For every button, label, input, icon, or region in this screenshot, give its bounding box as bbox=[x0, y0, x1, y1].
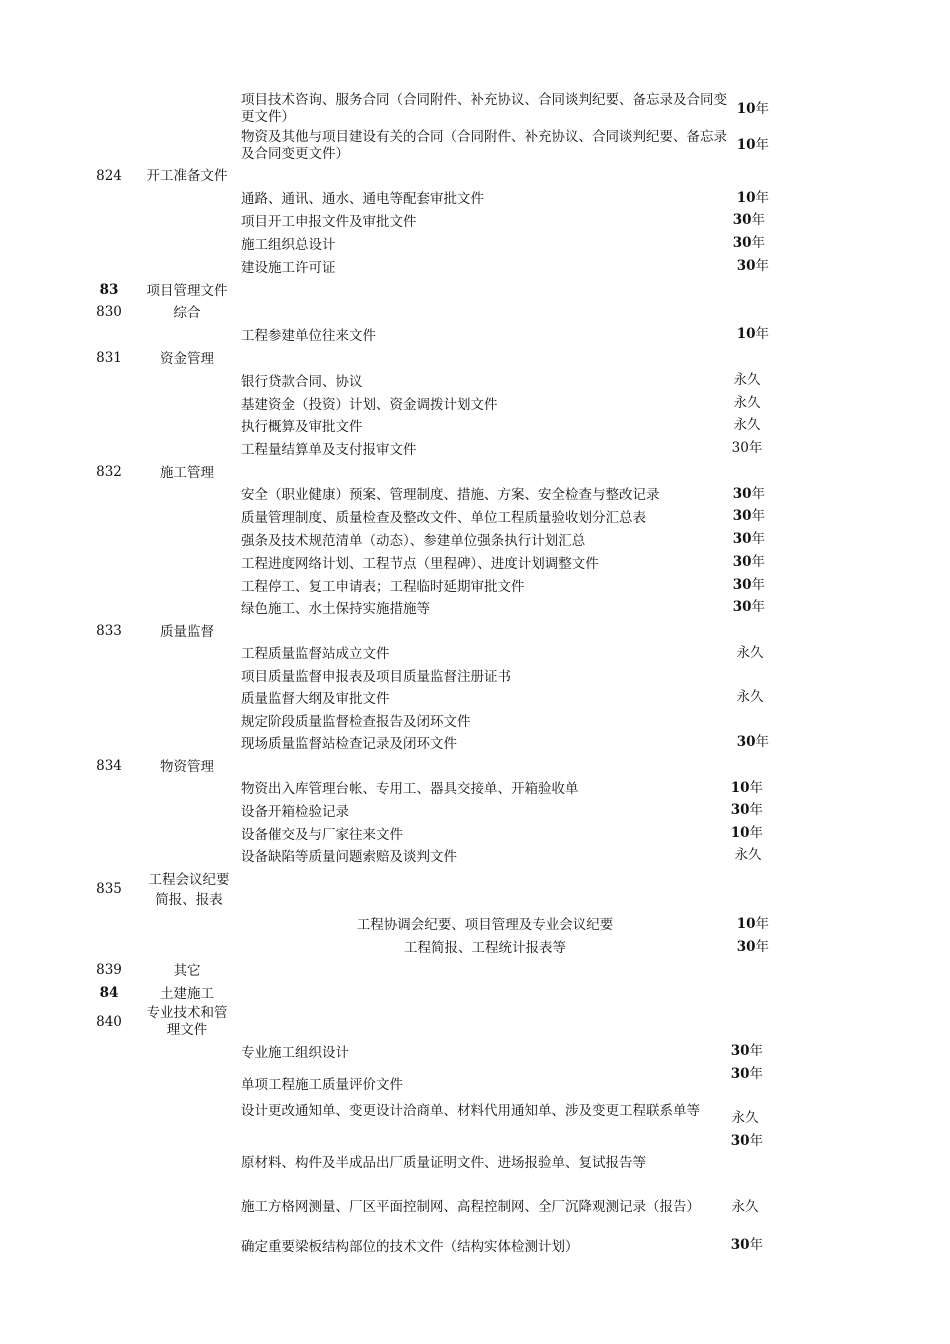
retention-period: 30年 bbox=[730, 1133, 763, 1149]
item-text: 工程进度网络计划、工程节点（里程碑）、进度计划调整文件 bbox=[241, 556, 599, 572]
retention-period: 10年 bbox=[730, 825, 763, 841]
item-text: 原材料、构件及半成品出厂质量证明文件、进场报验单、复试报告等 bbox=[241, 1155, 646, 1171]
item-text: 设备开箱检验记录 bbox=[241, 804, 349, 820]
retention-period: 30年 bbox=[732, 486, 765, 502]
item-text: 银行贷款合同、协议 bbox=[241, 374, 363, 390]
retention-period: 永久 bbox=[736, 689, 764, 705]
section-code: 832 bbox=[96, 464, 122, 480]
retention-period: 30年 bbox=[730, 802, 763, 818]
item-text: 安全（职业健康）预案、管理制度、措施、方案、安全检查与整改记录 bbox=[241, 487, 660, 503]
table-row bbox=[0, 1043, 950, 1063]
retention-period: 30年 bbox=[732, 508, 765, 524]
table-row bbox=[0, 440, 950, 460]
table-row bbox=[0, 1066, 950, 1096]
item-text: 工程停工、复工申请表；工程临时延期审批文件 bbox=[241, 579, 525, 595]
section-row bbox=[0, 303, 950, 323]
table-row bbox=[0, 734, 950, 754]
retention-period: 永久 bbox=[733, 372, 761, 388]
item-text: 项目开工申报文件及审批文件 bbox=[241, 214, 417, 230]
section-row bbox=[0, 870, 950, 912]
table-row bbox=[0, 825, 950, 845]
table-row bbox=[0, 92, 950, 128]
retention-period: 永久 bbox=[733, 395, 761, 411]
section-code: 840 bbox=[96, 1014, 122, 1030]
item-text: 强条及技术规范清单（动态）、参建单位强条执行计划汇总 bbox=[241, 533, 586, 549]
item-text: 单项工程施工质量评价文件 bbox=[241, 1077, 403, 1093]
section-row bbox=[0, 281, 950, 301]
table-row bbox=[0, 577, 950, 597]
section-code: 834 bbox=[96, 758, 122, 774]
table-row bbox=[0, 372, 950, 392]
item-text: 建设施工许可证 bbox=[241, 260, 336, 276]
item-text: 质量监督大纲及审批文件 bbox=[241, 691, 390, 707]
retention-period: 10年 bbox=[730, 780, 763, 796]
table-row bbox=[0, 599, 950, 619]
section-title: 施工管理 bbox=[160, 465, 214, 481]
table-row bbox=[0, 554, 950, 574]
retention-period: 永久 bbox=[733, 417, 761, 433]
section-code: 830 bbox=[96, 304, 122, 320]
table-row bbox=[0, 417, 950, 437]
retention-period: 30年 bbox=[736, 939, 769, 955]
section-title: 项目管理文件 bbox=[146, 283, 228, 299]
retention-period: 30年 bbox=[730, 1237, 763, 1253]
retention-period: 30年 bbox=[732, 212, 765, 228]
retention-period: 10年 bbox=[736, 137, 769, 153]
section-row bbox=[0, 961, 950, 981]
section-code: 835 bbox=[96, 881, 122, 897]
retention-period: 10年 bbox=[736, 101, 769, 117]
table-row bbox=[0, 1199, 950, 1235]
retention-period: 永久 bbox=[731, 1199, 759, 1215]
item-text: 确定重要梁板结构部位的技术文件（结构实体检测计划） bbox=[241, 1239, 579, 1255]
item-text: 项目质量监督申报表及项目质量监督注册证书 bbox=[241, 669, 511, 685]
table-row bbox=[0, 689, 950, 709]
item-text: 质量管理制度、质量检查及整改文件、单位工程质量验收划分汇总表 bbox=[241, 510, 646, 526]
section-row bbox=[0, 166, 950, 186]
section-code: 833 bbox=[96, 623, 122, 639]
item-text: 通路、通讯、通水、通电等配套审批文件 bbox=[241, 191, 484, 207]
table-row bbox=[0, 667, 950, 687]
table-row bbox=[0, 916, 950, 936]
retention-period: 永久 bbox=[736, 645, 764, 661]
table-row bbox=[0, 326, 950, 346]
item-text: 工程参建单位往来文件 bbox=[241, 328, 376, 344]
table-row bbox=[0, 486, 950, 506]
section-title: 质量监督 bbox=[160, 624, 214, 640]
item-text: 执行概算及审批文件 bbox=[241, 419, 363, 435]
item-text: 设备缺陷等质量问题索赔及谈判文件 bbox=[241, 849, 457, 865]
retention-period: 30年 bbox=[732, 599, 765, 615]
item-text: 工程质量监督站成立文件 bbox=[241, 646, 390, 662]
table-row bbox=[0, 235, 950, 255]
section-row bbox=[0, 1005, 950, 1043]
section-code: 839 bbox=[96, 962, 122, 978]
table-row bbox=[0, 645, 950, 665]
retention-period: 永久 bbox=[731, 1110, 759, 1126]
table-row bbox=[0, 531, 950, 551]
section-title: 其它 bbox=[173, 963, 201, 979]
table-row bbox=[0, 508, 950, 528]
item-text: 设备催交及与厂家往来文件 bbox=[241, 827, 403, 843]
table-row bbox=[0, 780, 950, 800]
section-row bbox=[0, 349, 950, 369]
table-row bbox=[0, 712, 950, 732]
item-text: 绿色施工、水土保持实施措施等 bbox=[241, 601, 430, 617]
section-title: 物资管理 bbox=[160, 759, 214, 775]
section-code: 83 bbox=[99, 282, 119, 298]
section-title: 资金管理 bbox=[160, 351, 214, 367]
table-row bbox=[0, 1237, 950, 1257]
section-code: 824 bbox=[96, 168, 122, 184]
retention-period: 10年 bbox=[736, 190, 769, 206]
table-row bbox=[0, 395, 950, 415]
retention-period: 10年 bbox=[736, 326, 769, 342]
section-row bbox=[0, 757, 950, 777]
section-title: 综合 bbox=[173, 305, 201, 321]
retention-period: 30年 bbox=[731, 440, 763, 456]
retention-period: 永久 bbox=[734, 847, 762, 863]
retention-period: 30年 bbox=[732, 554, 765, 570]
item-text: 施工组织总设计 bbox=[241, 237, 336, 253]
item-text: 基建资金（投资）计划、资金调拨计划文件 bbox=[241, 397, 498, 413]
section-title: 工程会议纪要简报、报表 bbox=[148, 872, 230, 908]
retention-period: 30年 bbox=[730, 1043, 763, 1059]
item-text: 施工方格网测量、厂区平面控制网、高程控制网、全厂沉降观测记录（报告） bbox=[241, 1199, 700, 1215]
retention-period: 30年 bbox=[736, 258, 769, 274]
item-text: 现场质量监督站检查记录及闭环文件 bbox=[241, 736, 457, 752]
item-text: 项目技术咨询、服务合同（合同附件、补充协议、合同谈判纪要、备忘录及合同变更文件） bbox=[241, 92, 727, 125]
retention-period: 30年 bbox=[732, 235, 765, 251]
retention-period: 30年 bbox=[736, 734, 769, 750]
retention-period: 30年 bbox=[730, 1066, 763, 1082]
item-text: 物资出入库管理台帐、专用工、器具交接单、开箱验收单 bbox=[241, 781, 579, 797]
section-row bbox=[0, 984, 950, 1004]
section-code: 831 bbox=[96, 350, 122, 366]
section-code: 84 bbox=[99, 985, 119, 1001]
section-title: 专业技术和管理文件 bbox=[146, 1005, 228, 1038]
retention-period: 30年 bbox=[732, 577, 765, 593]
item-text: 规定阶段质量监督检查报告及闭环文件 bbox=[241, 714, 471, 730]
item-text: 物资及其他与项目建设有关的合同（合同附件、补充协议、合同谈判纪要、备忘录及合同变更文件） bbox=[241, 129, 727, 162]
table-row bbox=[0, 190, 950, 210]
table-row bbox=[0, 848, 950, 868]
table-row bbox=[0, 129, 950, 165]
section-row bbox=[0, 463, 950, 483]
table-row bbox=[0, 258, 950, 278]
item-text: 工程简报、工程统计报表等 bbox=[404, 940, 566, 956]
retention-period: 30年 bbox=[732, 531, 765, 547]
item-text: 设计更改通知单、变更设计洽商单、材料代用通知单、涉及变更工程联系单等 bbox=[241, 1103, 700, 1119]
table-row bbox=[0, 939, 950, 959]
table-row bbox=[0, 212, 950, 232]
item-text: 工程量结算单及支付报审文件 bbox=[241, 442, 417, 458]
item-text: 工程协调会纪要、项目管理及专业会议纪要 bbox=[356, 917, 614, 933]
item-text: 专业施工组织设计 bbox=[241, 1045, 349, 1061]
table-row bbox=[0, 1133, 950, 1173]
retention-period: 10年 bbox=[736, 916, 769, 932]
table-row bbox=[0, 802, 950, 822]
section-title: 开工准备文件 bbox=[146, 168, 228, 184]
section-row bbox=[0, 622, 950, 642]
section-title: 土建施工 bbox=[160, 986, 214, 1002]
